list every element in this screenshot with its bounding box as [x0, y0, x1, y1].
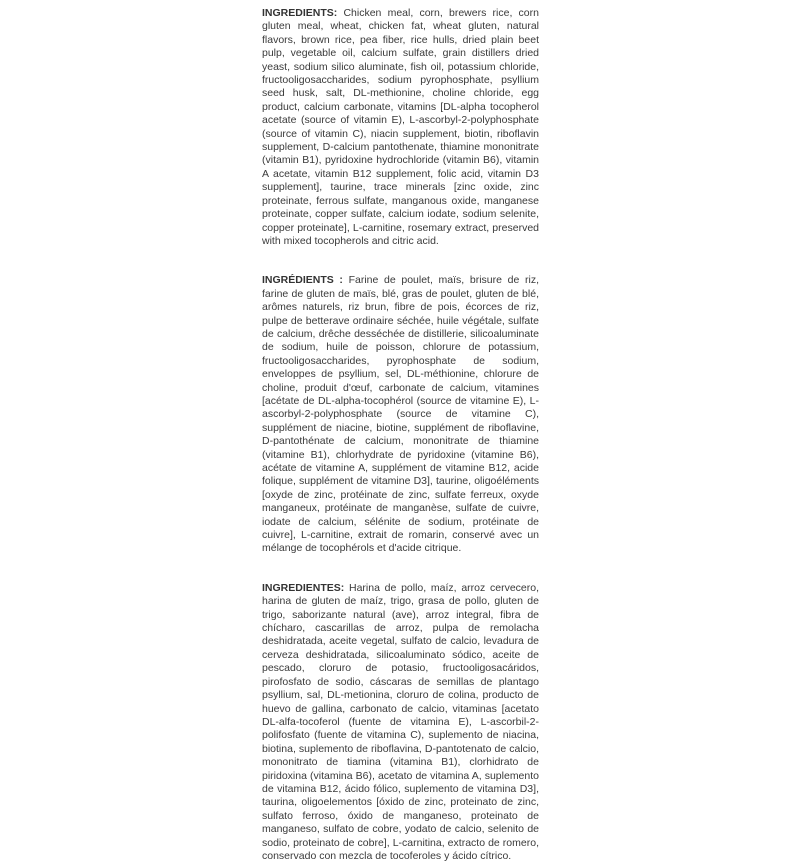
ingredients-heading-english: INGREDIENTS:: [262, 7, 338, 19]
ingredients-paragraph-spanish: [262, 582, 539, 863]
ingredients-heading-french: INGRÉDIENTS :: [262, 274, 343, 287]
ingredients-heading-spanish: INGREDIENTES:: [262, 581, 345, 594]
ingredients-body-spanish: Harina de pollo, maíz, arroz cervecero, harina de gluten de maíz, trigo, grasa de pollo, gluten de trigo, saborizante natural (ave), arroz integral, fibra de chícharo, cascarillas de arroz, pulpa de remolacha deshidratada, aceite vegetal, sulfato de calcio, levadura de cerveza deshidratada, silicoaluminato sódico, aceite de pescado, cloruro de potasio, fructooligosacáridos, pirofosfato de sodio, cáscaras de semillas de plantago psyllium, sal, DL-metionina, cloruro de colina, producto de huevo de gallina, carbonato de calcio, vitaminas [acetato DL-alfa-tocoferol (fuente de vitamina E), L-ascorbil-2-polifosfato (fuente de vitamina C), suplemento de niacina, biotina, suplemento de riboflavina, D-pantotenato de calcio, mononitrato de tiamina (vitamina B1), clorhidrato de piridoxina (vitamina B6), acetato de vitamina A, suplemento de vitamina B12, ácido fólico, suplemento de vitamina D3], taurina, oligoelementos [óxido de zinc, proteinato de zinc, sulfato ferroso, óxido de manganeso, proteinato de manganeso, sulfato de cobre, yodato de calcio, selenito de sodio, proteinato de cobre], L-carnitina, extracto de romero, conservado con mezcla de tocoferoles y ácido cítrico.: [262, 581, 539, 862]
ingredients-paragraph-french: [262, 274, 539, 556]
ingredients-body-french: Farine de poulet, maïs, brisure de riz, farine de gluten de maïs, blé, gras de poulet, gluten de blé, arômes naturels, riz brun, fibre de pois, écorces de riz, pulpe de betterave ordinaire séchée, huile végétale, sulfate de calcium, drêche desséchée de distillerie, silicoaluminate de sodium, huile de poisson, chlorure de potassium, fructooligosaccharides, pyrophosphate de sodium, enveloppes de psyllium, sel, DL-méthionine, chlorure de choline, produit d'œuf, carbonate de calcium, vitamines [acétate de DL-alpha-tocophérol (source de vitamine E), L-ascorbyl-2-polyphosphate (source de vitamine C), supplément de niacine, biotine, supplément de riboflavine, D-pantothénate de calcium, mononitrate de thiamine (vitamine B1), chlorhydrate de pyridoxine (vitamine B6), acétate de vitamine A, supplément de vitamine B12, acide folique, supplément de vitamine D3], taurine, oligoéléments [oxyde de zinc, protéinate de zinc, sulfate ferreux, oxyde manganeux, protéinate de manganèse, sulfate de cuivre, iodate de calcium, sélénite de sodium, protéinate de cuivre], L-carnitine, extrait de romarin, conservé avec un mélange de tocophérols et d'acide citrique.: [262, 274, 539, 555]
ingredients-paragraph-english: [262, 7, 539, 248]
ingredients-body-english: Chicken meal, corn, brewers rice, corn gluten meal, wheat, chicken fat, wheat gluten, natural flavors, brown rice, pea fiber, rice hulls, dried plain beet pulp, vegetable oil, calcium sulfate, grain distillers dried yeast, sodium silico aluminate, fish oil, potassium chloride, fructooligosaccharides, sodium pyrophosphate, psyllium seed husk, salt, DL-methionine, choline chloride, egg product, calcium carbonate, vitamins [DL-alpha tocopherol acetate (source of vitamin E), L-ascorbyl-2-polyphosphate (source of vitamin C), niacin supplement, biotin, riboflavin supplement, D-calcium pantothenate, thiamine mononitrate (vitamin B1), pyridoxine hydrochloride (vitamin B6), vitamin A acetate, vitamin B12 supplement, folic acid, vitamin D3 supplement], taurine, trace minerals [zinc oxide, zinc proteinate, ferrous sulfate, manganous oxide, manganese proteinate, copper sulfate, calcium iodate, sodium selenite, copper proteinate], L-carnitine, rosemary extract, preserved with mixed tocopherols and citric acid.: [262, 7, 539, 247]
ingredients-text-column: [262, 7, 539, 863]
